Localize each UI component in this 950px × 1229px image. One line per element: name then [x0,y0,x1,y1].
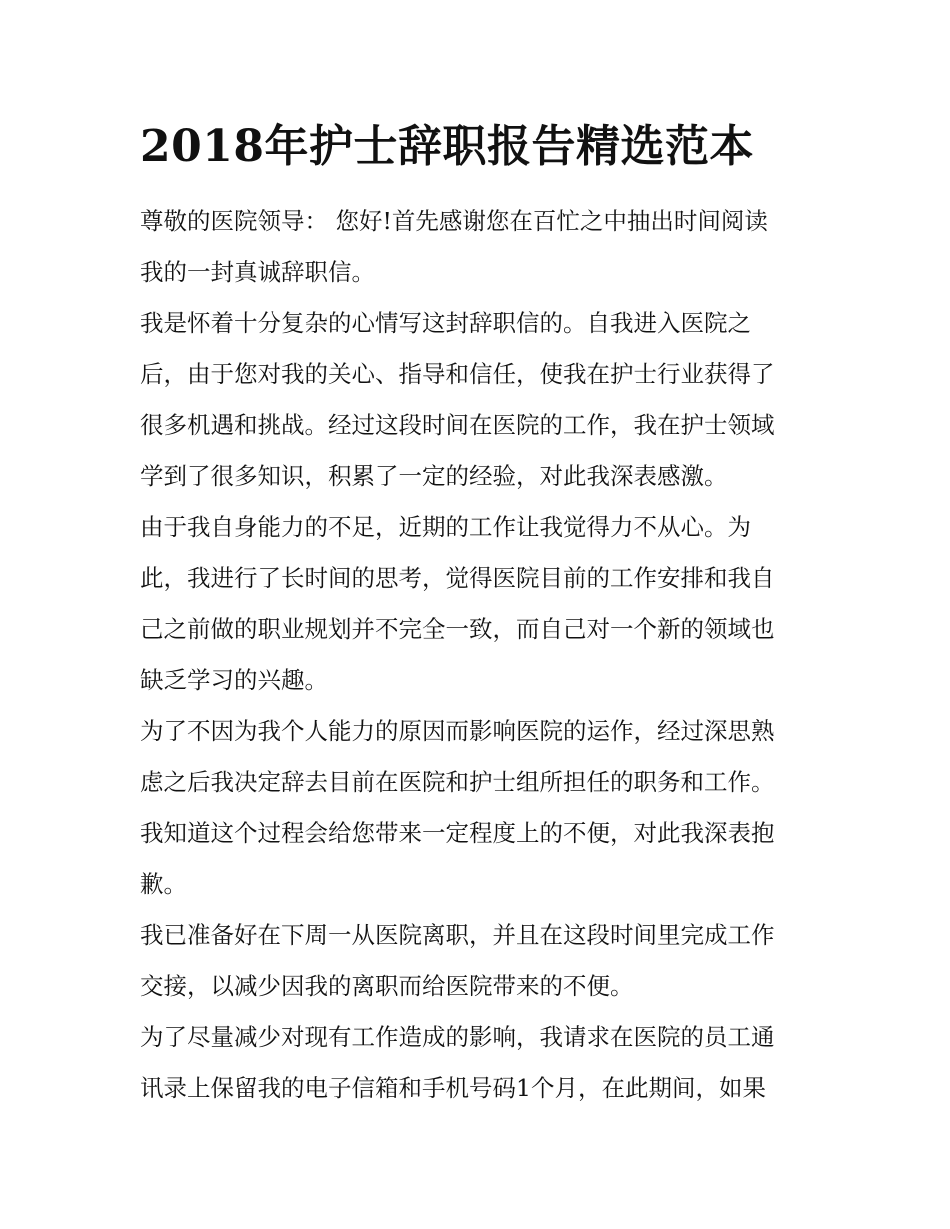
body-line: 此，我进行了长时间的思考，觉得医院目前的工作安排和我自 [140,564,775,592]
body-line: 我知道这个过程会给您带来一定程度上的不便，对此我深表抱 [140,819,775,847]
body-line: 缺乏学习的兴趣。 [140,666,328,694]
body-line: 歉。 [140,870,187,898]
body-line: 我是怀着十分复杂的心情写这封辞职信的。自我进入医院之 [140,309,751,337]
body-line: 讯录上保留我的电子信箱和手机号码1个月，在此期间，如果 [140,1074,766,1102]
body-line: 后，由于您对我的关心、指导和信任，使我在护士行业获得了 [140,360,775,388]
body-line: 虑之后我决定辞去目前在医院和护士组所担任的职务和工作。 [140,768,775,796]
document-title: 2018年护士辞职报告精选范本 [140,121,754,172]
document-body [140,196,812,1114]
body-line: 己之前做的职业规划并不完全一致，而自己对一个新的领域也 [140,615,775,643]
body-line: 尊敬的医院领导： 您好!首先感谢您在百忙之中抽出时间阅读 [140,207,768,235]
body-line: 学到了很多知识，积累了一定的经验，对此我深表感激。 [140,462,728,490]
body-line: 我已准备好在下周一从医院离职，并且在这段时间里完成工作 [140,921,775,949]
body-line: 为了尽量减少对现有工作造成的影响，我请求在医院的员工通 [140,1023,775,1051]
body-line: 我的一封真诚辞职信。 [140,258,375,286]
body-line: 由于我自身能力的不足，近期的工作让我觉得力不从心。为 [140,513,751,541]
body-line: 交接，以减少因我的离职而给医院带来的不便。 [140,972,634,1000]
body-line: 为了不因为我个人能力的原因而影响医院的运作，经过深思熟 [140,717,775,745]
body-line: 很多机遇和挑战。经过这段时间在医院的工作，我在护士领域 [140,411,775,439]
